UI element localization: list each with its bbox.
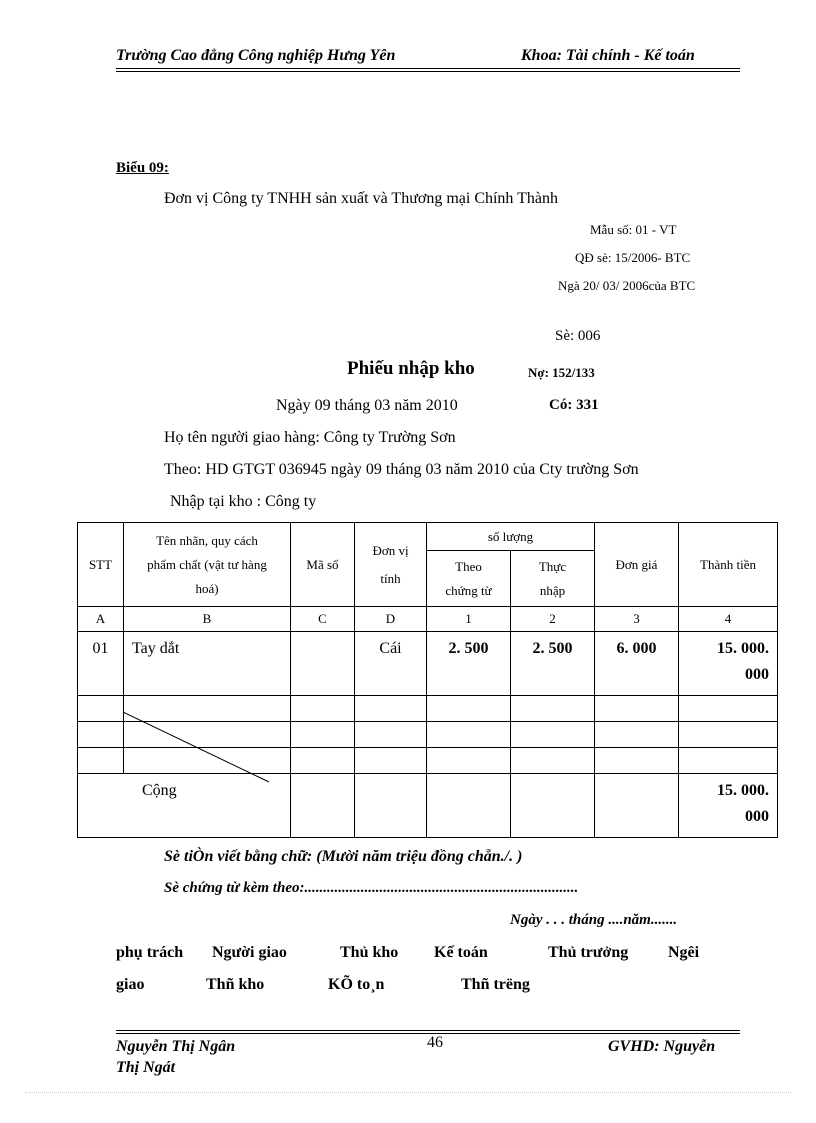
letter-cell: A — [78, 607, 124, 632]
header-code: Mã số — [291, 523, 355, 607]
advisor-name: GVHD: Nguyễn — [608, 1038, 716, 1055]
letter-cell: 4 — [679, 607, 778, 632]
header-quantity: số lượng — [427, 523, 595, 551]
credit-account: Có: 331 — [549, 397, 599, 413]
author-line-1: Nguyễn Thị Ngân — [116, 1038, 236, 1055]
header-qty-doc-l2: chứng từ — [445, 582, 492, 598]
form-label: Biểu 09: — [116, 160, 169, 176]
deliverer-line: Họ tên người giao hàng: Công ty Trường Sơn — [164, 429, 456, 446]
decision-number: QĐ sè: 15/2006- BTC — [575, 250, 691, 265]
page-edge-divider — [25, 1092, 791, 1093]
row-qty-doc: 2. 500 — [427, 632, 511, 696]
debit-account: Nợ: 152/133 — [528, 365, 595, 380]
header-qty-doc-l1: Theo — [455, 558, 482, 574]
row-stt: 01 — [78, 632, 124, 696]
sig-storekeeper: Thủ kho — [340, 944, 399, 961]
form-date: Ngày 09 tháng 03 năm 2010 — [276, 397, 458, 414]
total-amount-l1: 15. 000. — [717, 782, 769, 799]
amount-in-words: Sè tiÒn viết bằng chữ: (Mười năm triệu đồng chẵn./. ) — [164, 848, 523, 865]
sig-director: Thủ trưởng — [548, 944, 629, 961]
warehouse-line: Nhập tại kho : Công ty — [170, 493, 317, 510]
total-amount-l2: 000 — [745, 808, 769, 825]
template-number: Mẫu số: 01 - VT — [590, 222, 677, 237]
letter-cell: D — [355, 607, 427, 632]
faculty-name: Khoa: Tài chính - Kế toán — [521, 47, 695, 64]
header-amount: Thành tiền — [679, 523, 778, 607]
header-item-name-l1: Tên nhãn, quy cách — [156, 532, 258, 548]
sig-accountant-2: KÕ to¸n — [328, 976, 385, 993]
signature-date: Ngày . . . tháng ....năm....... — [510, 912, 678, 928]
voucher-number: Sè: 006 — [555, 328, 601, 344]
sig-responsible: phụ trách — [116, 944, 184, 961]
decision-date: Ngà 20/ 03/ 2006của BTC — [558, 278, 696, 293]
header-stt: STT — [78, 523, 124, 607]
row-unit-price: 6. 000 — [595, 632, 679, 696]
letter-cell: 3 — [595, 607, 679, 632]
sig-deliverer: Người giao — [212, 944, 287, 961]
form-title: Phiếu nhập kho — [347, 358, 475, 379]
sig-accountant: Kế toán — [434, 944, 488, 961]
letter-cell: 1 — [427, 607, 511, 632]
header-item-name-l3: hoá) — [195, 580, 219, 596]
row-amount-l1: 15. 000. — [717, 640, 769, 657]
letter-cell: 2 — [511, 607, 595, 632]
header-qty-actual-l2: nhập — [539, 582, 566, 598]
row-qty-actual: 2. 500 — [511, 632, 595, 696]
letter-cell: B — [124, 607, 291, 632]
header-unit-price: Đơn giá — [595, 523, 679, 607]
school-name: Trường Cao đẳng Công nghiệp Hưng Yên — [116, 47, 396, 64]
sig-storekeeper-2: Thñ kho — [206, 976, 265, 993]
row-amount-l2: 000 — [745, 666, 769, 683]
sig-person: Ngêi — [668, 944, 700, 961]
total-label: Cộng — [78, 774, 291, 838]
header-unit-l2: tính — [380, 570, 401, 586]
attached-documents: Sè chứng từ kèm theo:......................................................................... — [164, 880, 579, 896]
page-number: 46 — [427, 1034, 443, 1051]
reference-line: Theo: HD GTGT 036945 ngày 09 tháng 03 năm 2010 của Cty trường Sơn — [164, 461, 639, 478]
header-qty-actual-l1: Thực — [538, 558, 567, 574]
footer-rule — [116, 1030, 740, 1031]
author-line-2: Thị Ngát — [116, 1059, 176, 1076]
sig-director-2: Thñ trëng — [461, 976, 530, 993]
letter-cell: C — [291, 607, 355, 632]
header-unit-l1: Đơn vị — [372, 542, 409, 558]
unit-line: Đơn vị Công ty TNHH sản xuất và Thương mại Chính Thành — [164, 190, 559, 207]
row-item-name: Tay dắt — [124, 632, 291, 696]
row-unit: Cái — [355, 632, 427, 696]
sig-deliver-2: giao — [116, 976, 145, 993]
header-item-name-l2: phẩm chất (vật tư hàng — [147, 556, 267, 572]
